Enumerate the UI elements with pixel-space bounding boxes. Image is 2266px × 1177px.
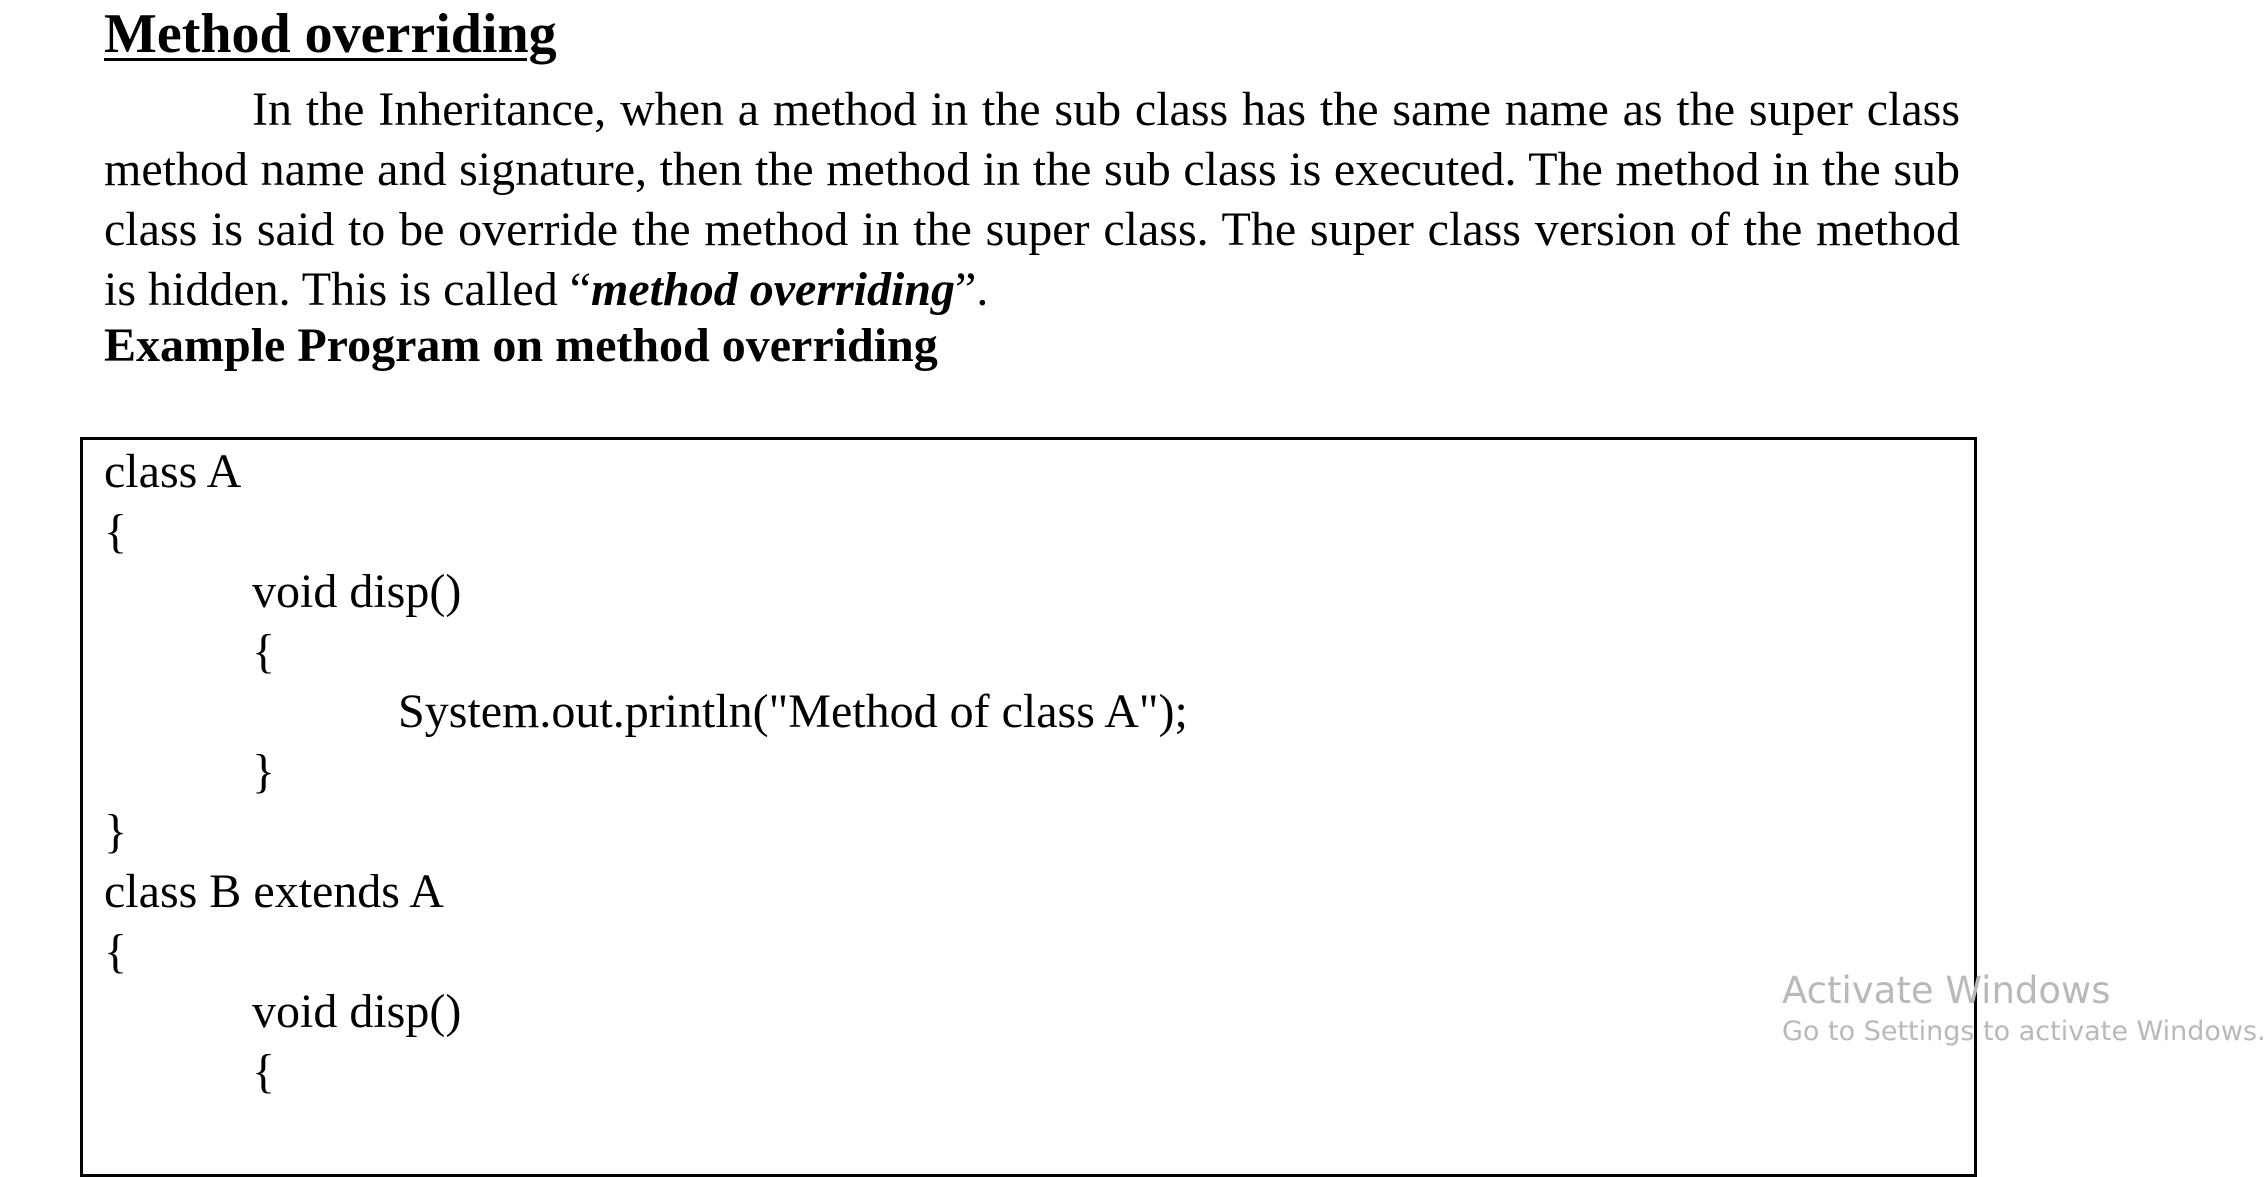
code-line: void disp() [252,565,462,618]
code-line: { [252,625,276,678]
code-line: System.out.println("Method of class A"); [398,685,1188,738]
code-line: { [104,505,128,558]
watermark-title: Activate Windows [1782,969,2111,1012]
code-line: } [104,805,128,858]
paragraph-text-end: ”. [955,263,989,316]
intro-paragraph [104,80,1960,320]
paragraph-emphasis: method overriding [591,263,956,316]
watermark-subtitle: Go to Settings to activate Windows. [1782,1016,2266,1047]
code-box [80,437,1977,1177]
code-line: { [104,925,128,978]
code-line: void disp() [252,985,462,1038]
code-line: { [252,1045,276,1098]
activation-watermark [1782,968,2266,1050]
paragraph-text: In the Inheritance, when a method in the sub class has the same name as the super class method name and signature, then the method in the sub class is executed. The method in the sub class is said to be override the method in the super class. The super class version of the method is hidden. This is called “ [104,83,1960,316]
code-line: } [252,745,276,798]
code-line: class A [104,445,242,498]
code-line: class B extends A [104,865,444,918]
example-heading: Example Program on method overriding [104,319,938,372]
section-heading: Method overriding [104,3,557,65]
